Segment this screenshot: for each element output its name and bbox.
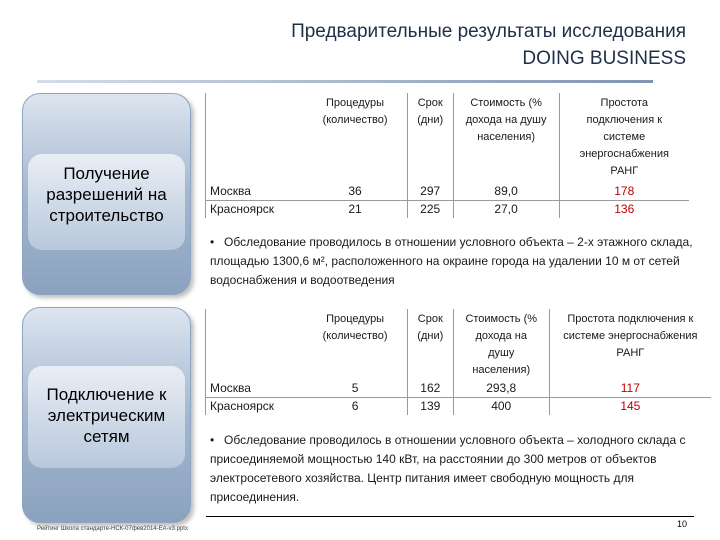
section1-row-moscow	[206, 181, 690, 201]
section1-value: 36	[348, 184, 362, 198]
section2-row-krasnoyarsk	[206, 398, 712, 416]
section1-value: 297	[407, 181, 453, 201]
section2-row-moscow	[206, 379, 712, 398]
section2-value: 400	[453, 398, 549, 416]
section2-value: 5	[351, 381, 359, 395]
section1-header-cost: Стоимость (% дохода на душу населения)	[453, 93, 559, 181]
section1-header-rank: Простота подключения к системе энергоснабжения РАНГ	[559, 93, 689, 181]
section2-city-krasnoyarsk: Красноярск	[206, 398, 304, 416]
section2-note	[210, 431, 705, 507]
section2-table	[205, 309, 711, 415]
section1-note-text: Обследование проводилось в отношении условного объекта – 2-х этажного склада, площадью 1300,6 м², расположенного на окраине города на удалении 10 м от сетей водоснабжения и водоотведения	[210, 235, 693, 287]
section1-value: 89,0	[453, 181, 559, 201]
section1-header-row	[206, 93, 690, 181]
section1-city-krasnoyarsk: Красноярск	[206, 201, 304, 219]
section1-label-box	[22, 93, 191, 295]
footer-divider	[206, 516, 694, 517]
page-number: 10	[676, 519, 687, 529]
section2-label: Подключение к электрическим сетям	[46, 384, 167, 446]
section1-city-moscow: Москва	[206, 181, 304, 201]
section1-value: 27,0	[453, 201, 559, 219]
section2-header-cost: Стоимость (% дохода на душу населения)	[453, 309, 549, 379]
section1-rank: 178	[559, 181, 689, 201]
section1-header-days: Срок (дни)	[407, 93, 453, 181]
section1-value: 225	[407, 201, 453, 219]
section2-header-rank: Простота подключения к системе энергоснабжения РАНГ	[549, 309, 711, 379]
title-line-1: Предварительные результаты исследования	[291, 21, 686, 42]
section2-header-days: Срок (дни)	[407, 309, 453, 379]
section1-note	[210, 233, 705, 290]
section1-row-krasnoyarsk	[206, 201, 690, 219]
section2-value: 139	[407, 398, 453, 416]
section1-header-procedures: Процедуры (количество)	[322, 97, 388, 126]
section2-value: 162	[407, 379, 453, 398]
section1-value: 21	[303, 201, 407, 219]
title-line-2: DOING BUSINESS	[522, 48, 686, 69]
slide-title	[291, 18, 686, 72]
section2-rank: 117	[549, 379, 711, 398]
section2-label-box	[22, 307, 191, 523]
footer-filename: Рейтинг Школа стандарте-НСК-07фев2014-ЕА-v3.pptx	[37, 526, 188, 532]
section2-note-text: Обследование проводилось в отношении условного объекта – холодного склада с присоединяемой мощностью 140 кВт, на расстоянии до 300 метров от объектов электросетевого хозяйства. Центр питания имеет свободную мощность для присоединения.	[210, 433, 686, 504]
section2-value: 293,8	[453, 379, 549, 398]
section2-header-procedures: Процедуры (количество)	[322, 313, 388, 342]
section1-table	[205, 93, 689, 218]
bullet-icon: •	[210, 235, 215, 249]
title-divider	[37, 80, 653, 83]
section2-header-row	[206, 309, 712, 379]
bullet-icon: •	[210, 433, 215, 447]
section2-city-moscow: Москва	[206, 379, 304, 398]
section1-label: Получение разрешений на строительство	[46, 163, 167, 225]
section2-value: 6	[303, 398, 407, 416]
section2-rank: 145	[549, 398, 711, 416]
section1-rank: 136	[559, 201, 689, 219]
